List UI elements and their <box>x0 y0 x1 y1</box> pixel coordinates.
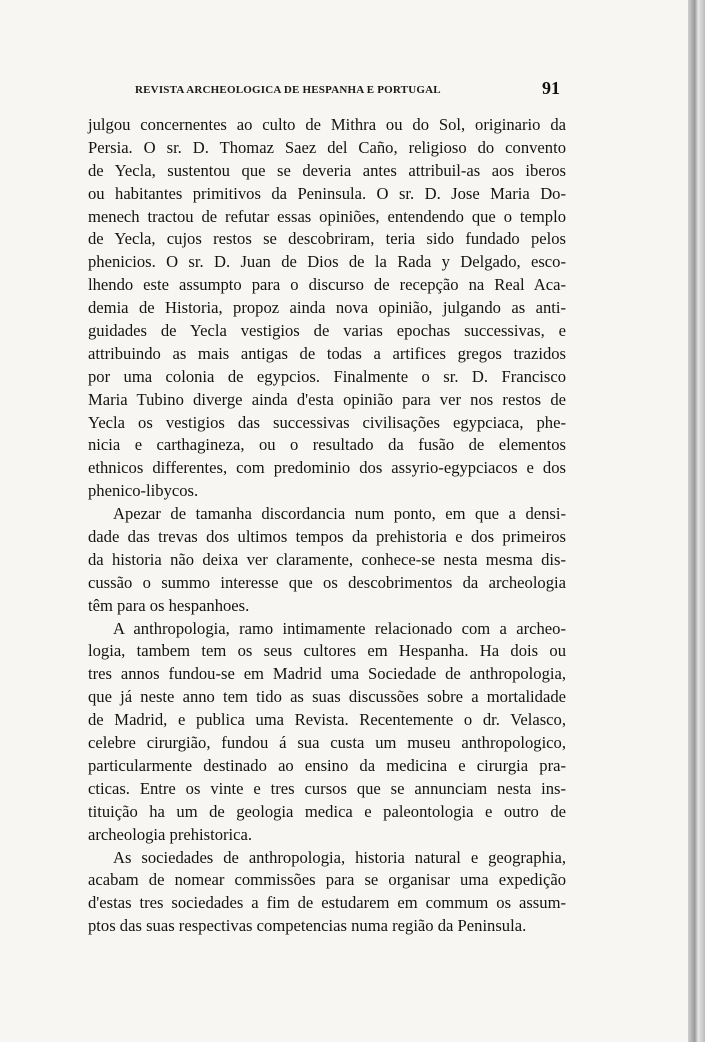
text-line: de Yecla, sustentou que se deveria antes attribuil-as aos iberos <box>88 160 566 180</box>
text-line: celebre cirurgião, fundou á sua custa um museu anthropologico, <box>88 733 566 753</box>
running-head-title: REVISTA ARCHEOLOGICA DE HESPANHA E PORTUGAL <box>135 84 441 96</box>
text-line: archeologia prehistorica. <box>88 824 253 844</box>
text-line: demia de Historia, propoz ainda nova opinião, julgando as anti- <box>88 298 566 318</box>
text-line: cticas. Entre os vinte e tres cursos que se annunciam nesta ins- <box>88 778 566 798</box>
page-number: 91 <box>542 78 560 98</box>
text-line: nicia e carthagineza, ou o resultado da fusão de elementos <box>88 435 566 455</box>
body-text <box>88 114 566 938</box>
text-line: attribuindo as mais antigas de todas a artifices gregos trazidos <box>88 343 566 363</box>
paragraph <box>88 114 566 503</box>
paragraph <box>88 503 566 617</box>
paragraph <box>88 847 566 939</box>
page-edge <box>688 0 705 1042</box>
text-line: de Madrid, e publica uma Revista. Recentemente o dr. Velasco, <box>88 710 566 730</box>
text-line: por uma colonia de egypcios. Finalmente o sr. D. Francisco <box>88 366 566 386</box>
running-head <box>135 80 560 102</box>
text-line: ptos das suas respectivas competencias numa região da Peninsula. <box>88 916 527 936</box>
text-line: ou habitantes primitivos da Peninsula. O sr. D. Jose Maria Do- <box>88 183 566 203</box>
text-line: Yecla os vestigios das successivas civilisações egypciaca, phe- <box>88 412 566 432</box>
text-line: lhendo este assumpto para o discurso de recepção na Real Aca- <box>88 275 566 295</box>
paragraph <box>88 618 566 847</box>
text-line: julgou concernentes ao culto de Mithra ou do Sol, originario da <box>88 115 566 134</box>
text-line: Apezar de tamanha discordancia num ponto, em que a densi- <box>113 504 566 524</box>
text-line: As sociedades de anthropologia, historia natural e geographia, <box>113 847 566 867</box>
text-line: ethnicos differentes, com predominio dos assyrio-egypciacos e dos <box>88 458 566 478</box>
text-line: phenico-libycos. <box>88 481 199 501</box>
text-line: d'estas tres sociedades a fim de estudarem em commum os assum- <box>88 893 566 913</box>
text-line: logia, tambem tem os seus cultores em Hespanha. Ha dois ou <box>88 641 566 661</box>
text-line: Persia. O sr. D. Thomaz Saez del Caño, religioso do convento <box>88 137 566 157</box>
text-line: acabam de nomear commissões para se organisar uma expedição <box>88 870 566 890</box>
text-line: Maria Tubino diverge ainda d'esta opinião para ver nos restos de <box>88 389 566 409</box>
text-line: têm para os hespanhoes. <box>88 595 250 615</box>
text-line: guidades de Yecla vestigios de varias epochas successivas, e <box>88 321 566 341</box>
text-line: que já neste anno tem tido as suas discussões sobre a mortalidade <box>88 687 566 707</box>
text-line: cussão o summo interesse que os descobrimentos da archeologia <box>88 572 566 592</box>
text-line: particularmente destinado ao ensino da medicina e cirurgia pra- <box>88 755 566 775</box>
text-line: dade das trevas dos ultimos tempos da prehistoria e dos primeiros <box>88 527 566 547</box>
text-line: da historia não deixa ver claramente, conhece-se nesta mesma dis- <box>88 549 566 569</box>
text-line: menech tractou de refutar essas opiniões, entendendo que o templo <box>88 206 566 226</box>
text-line: tituição ha um de geologia medica e paleontologia e outro de <box>88 801 566 821</box>
text-line: de Yecla, cujos restos se descobriram, teria sido fundado pelos <box>88 229 566 249</box>
text-line: tres annos fundou-se em Madrid uma Sociedade de anthropologia, <box>88 664 566 684</box>
text-line: phenicios. O sr. D. Juan de Dios de la Rada y Delgado, esco- <box>88 252 566 272</box>
text-line: A anthropologia, ramo intimamente relacionado com a archeo- <box>113 618 566 638</box>
